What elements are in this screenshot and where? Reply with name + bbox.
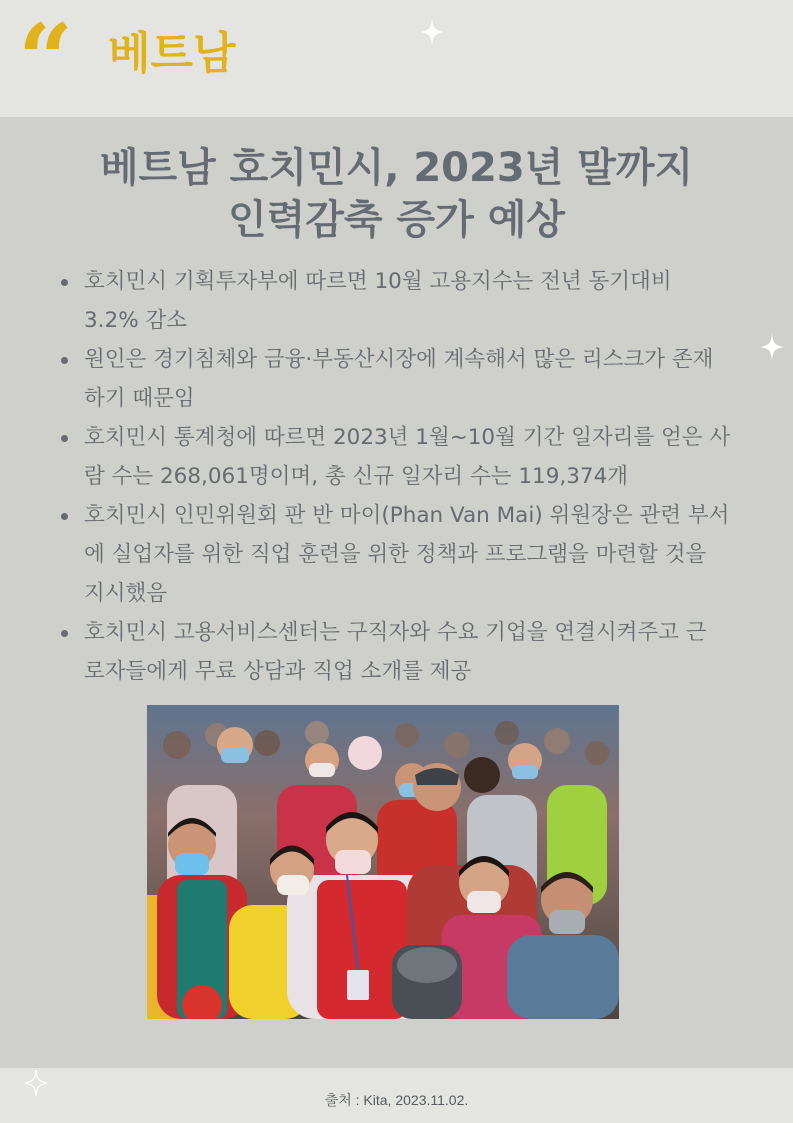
headline-line-2: 인력감축 증가 예상 — [228, 197, 565, 243]
headline-line-1: 베트남 호치민시, 2023년 말까지 — [99, 145, 694, 191]
bullet-item — [58, 340, 758, 418]
bullet-item — [58, 262, 758, 340]
bullet-line: 하기 때문임 — [84, 386, 195, 411]
bullet-item — [58, 418, 758, 496]
bullet-line: 3.2% 감소 — [84, 308, 187, 333]
bullet-list — [58, 262, 758, 691]
bullet-line: 람 수는 268,061명이며, 총 신규 일자리 수는 119,374개 — [84, 464, 629, 489]
crowd-photo-illustration — [147, 705, 619, 1019]
bullet-item — [58, 613, 758, 691]
bullet-line: 지시했음 — [84, 581, 168, 606]
bullet-line: 호치민시 인민위원회 판 반 마이(Phan Van Mai) 위원장은 관련 부서 — [84, 503, 730, 528]
crowd-photo — [147, 705, 619, 1019]
headline — [0, 142, 793, 246]
bullet-line: 원인은 경기침체와 금융·부동산시장에 계속해서 많은 리스크가 존재 — [84, 347, 714, 372]
bullet-line: 에 실업자를 위한 직업 훈련을 위한 정책과 프로그램을 마련할 것을 — [84, 542, 707, 567]
bullet-line: 호치민시 기획투자부에 따르면 10월 고용지수는 전년 동기대비 — [84, 269, 672, 294]
country-label: 베트남 — [108, 28, 236, 79]
bullet-line: 호치민시 통계청에 따르면 2023년 1월~10월 기간 일자리를 얻은 사 — [84, 425, 731, 450]
bullet-line: 호치민시 고용서비스센터는 구직자와 수요 기업을 연결시켜주고 근 — [84, 620, 707, 645]
sparkle-icon — [420, 18, 444, 46]
bullet-line: 로자들에게 무료 상담과 직업 소개를 제공 — [84, 659, 472, 684]
source-text: 출처 : Kita, 2023.11.02. — [324, 1092, 469, 1108]
quote-mark-icon: “ — [18, 3, 64, 116]
sparkle-icon — [760, 333, 784, 361]
bullet-item — [58, 496, 758, 613]
